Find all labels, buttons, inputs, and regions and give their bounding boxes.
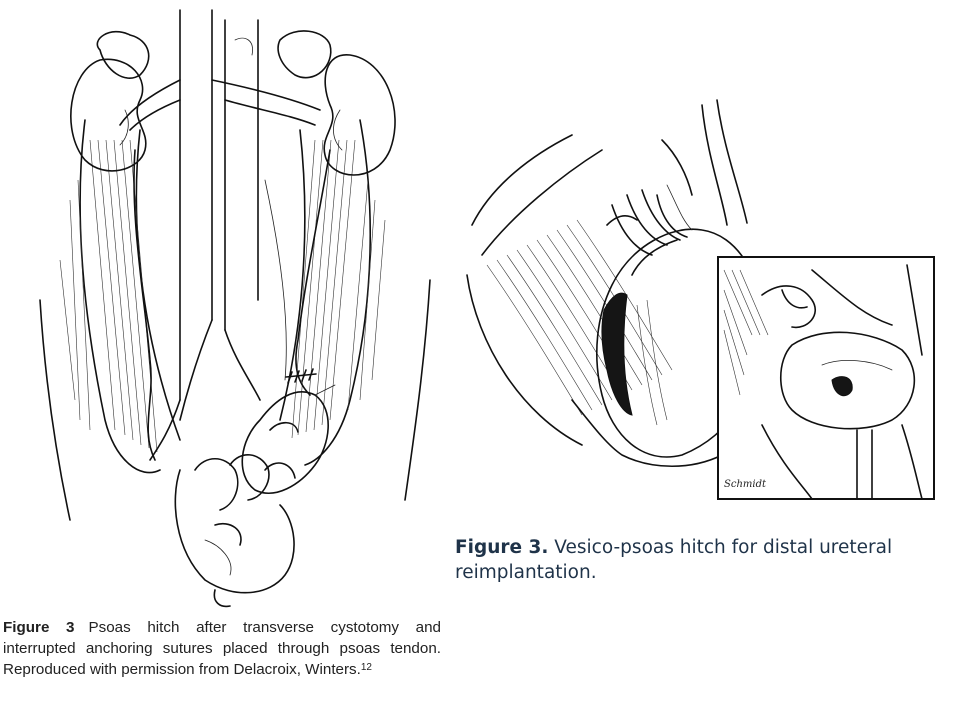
- right-kidney: [278, 31, 395, 175]
- psoas-hitch-illustration: [30, 0, 445, 608]
- iliac-vessel-2: [717, 100, 747, 223]
- left-figure-caption: [3, 617, 441, 680]
- caption-label: Figure 3: [3, 619, 75, 636]
- left-psoas-muscle: [60, 120, 180, 473]
- illustrator-signature: Schmidt: [724, 479, 766, 490]
- caption-label: Figure 3.: [455, 537, 549, 558]
- psoas-muscle: [467, 135, 672, 445]
- inset-detail: [718, 257, 934, 499]
- pelvic-floor: [572, 400, 722, 466]
- caption-text: Psoas hitch after transverse cystotomy and interrupted anchoring sutures placed through psoas tendon. Reproduced with permission from Delacroix, Winters.: [3, 619, 441, 678]
- peritoneal-fold: [662, 140, 692, 195]
- left-pelvic-wall: [40, 300, 70, 520]
- bladder: [242, 369, 335, 493]
- right-pelvic-wall: [405, 280, 430, 500]
- caption-text: Vesico-psoas hitch for distal ureteral reimplantation.: [455, 537, 893, 583]
- right-figure-caption: [455, 535, 925, 585]
- citation-superscript: 12: [360, 662, 372, 673]
- vesico-psoas-hitch-illustration: [462, 95, 940, 505]
- surgeon-hand: [175, 455, 295, 607]
- iliac-vessel: [702, 105, 727, 225]
